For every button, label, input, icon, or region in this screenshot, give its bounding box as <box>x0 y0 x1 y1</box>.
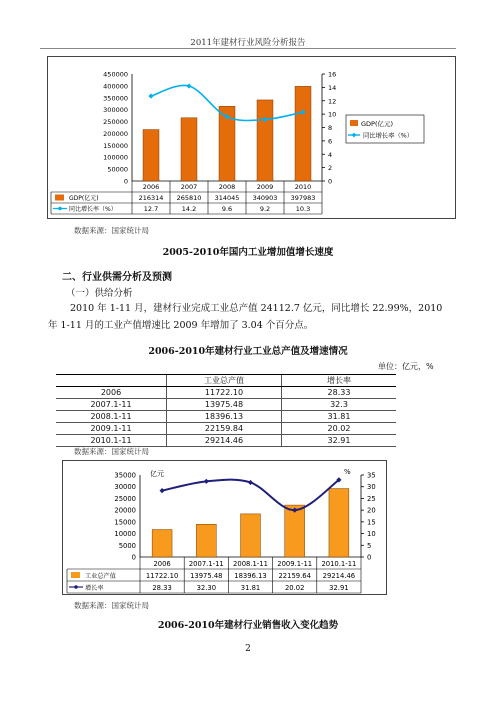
table-header-row <box>56 375 396 387</box>
table-row-label: GDP(亿元) <box>69 195 99 202</box>
chart1-caption: 2005-2010年国内工业增加值增长速度 <box>162 247 334 258</box>
chart2-source: 数据来源：国家统计局 <box>74 601 149 610</box>
sales-chart <box>63 461 386 594</box>
left-axis-unit: 亿元 <box>150 470 164 478</box>
left-tick-label: 25000 <box>114 494 136 503</box>
output-table <box>56 374 396 447</box>
right-tick-label: 0 <box>328 177 333 186</box>
left-tick-label: 0 <box>123 177 128 186</box>
left-tick-label: 300000 <box>103 106 128 115</box>
legend-key-marker <box>74 585 78 589</box>
legend-label: 同比增长率（%） <box>363 132 414 140</box>
table-value: 29214.46 <box>322 572 356 580</box>
left-tick-label: 100000 <box>103 153 128 162</box>
table-row <box>56 399 396 411</box>
table-cell: 20.02 <box>282 423 397 435</box>
left-tick-label: 400000 <box>103 82 128 91</box>
page-number: 2 <box>245 644 251 654</box>
bar-0 <box>143 130 159 181</box>
point-0 <box>160 488 165 493</box>
table-value: 10.3 <box>295 205 311 213</box>
gdp-chart-frame <box>47 56 456 219</box>
table-row <box>56 387 396 399</box>
left-tick-label: 0 <box>131 553 136 562</box>
point-1 <box>186 83 191 88</box>
right-tick-label: 0 <box>367 553 372 562</box>
table-value: 265810 <box>176 194 202 202</box>
para-line-1: 2010 年 1-11 月，建材行业完成工业总产值 24112.7 亿元，同比增长 22.99%，2010 <box>70 303 443 314</box>
right-tick-label: 10 <box>367 530 376 539</box>
point-0 <box>148 93 153 98</box>
bar-1 <box>181 118 197 181</box>
table1-caption: 2006-2010年建材行业工业总产值及增速情况 <box>148 346 348 357</box>
table-value: 28.33 <box>152 584 172 592</box>
category-label: 2007.1-11 <box>188 560 224 568</box>
category-label: 2010.1-11 <box>321 560 357 568</box>
left-tick-label: 50000 <box>107 165 128 174</box>
table-row <box>56 411 396 423</box>
table1-source: 数据来源：国家统计局 <box>74 447 149 456</box>
chart2-caption: 2006-2010年建材行业销售收入变化趋势 <box>157 620 339 631</box>
sales-chart-frame <box>62 460 387 595</box>
bar-4 <box>329 489 349 557</box>
table-row-label: 同比增长率（%） <box>69 206 117 213</box>
right-tick-label: 30 <box>367 483 376 492</box>
table-value: 13975.48 <box>190 572 223 580</box>
left-tick-label: 5000 <box>118 541 136 550</box>
table-value: 32.30 <box>196 584 217 592</box>
table-header-cell: 工业总产值 <box>167 375 282 387</box>
bar-0 <box>152 530 172 557</box>
right-tick-label: 12 <box>328 97 337 106</box>
table-row-label: 工业总产值 <box>85 573 116 580</box>
left-tick-label: 15000 <box>114 518 136 527</box>
bar-3 <box>285 505 305 557</box>
right-tick-label: 4 <box>328 150 333 159</box>
right-tick-label: 6 <box>328 137 333 146</box>
table-header-cell: 增长率 <box>282 375 397 387</box>
table-header-cell <box>56 375 167 387</box>
section-heading: 二、行业供需分析及预测 <box>62 272 172 283</box>
category-label: 2009.1-11 <box>277 560 313 568</box>
chart1-source: 数据来源：国家统计局 <box>74 226 149 235</box>
left-tick-label: 350000 <box>103 94 128 103</box>
bar-2 <box>241 514 261 557</box>
table-cell: 13975.48 <box>167 399 282 411</box>
table-row <box>56 435 396 447</box>
category-label: 2008 <box>218 183 236 191</box>
section-subheading: （一）供给分析 <box>66 288 133 299</box>
table-value: 314045 <box>214 194 240 202</box>
legend-label: GDP(亿元) <box>361 120 394 128</box>
table-value: 14.2 <box>181 205 197 213</box>
category-label: 2006 <box>142 183 160 191</box>
table-value: 9.6 <box>221 205 233 213</box>
right-tick-label: 2 <box>328 164 333 173</box>
bar-1 <box>196 524 216 557</box>
table-value: 397983 <box>290 194 316 202</box>
para-line-2: 年 1-11 月的工业产值增速比 2009 年增加了 3.04 个百分点。 <box>48 320 314 331</box>
category-label: 2006 <box>153 560 171 568</box>
table-row <box>56 423 396 435</box>
category-label: 2010 <box>294 183 312 191</box>
left-tick-label: 35000 <box>114 471 136 480</box>
table-row-label: 增长率 <box>85 585 104 592</box>
table-value: 12.7 <box>143 205 159 213</box>
table-value: 18396.13 <box>234 572 267 580</box>
table-cell: 29214.46 <box>167 435 282 447</box>
table-value: 20.02 <box>284 584 305 592</box>
point-2 <box>248 480 253 485</box>
table-value: 9.2 <box>259 205 271 213</box>
table-cell: 11722.10 <box>167 387 282 399</box>
left-tick-label: 450000 <box>103 70 128 79</box>
right-tick-label: 35 <box>367 471 376 480</box>
left-tick-label: 30000 <box>114 483 136 492</box>
right-tick-label: 20 <box>367 506 376 515</box>
header-rule <box>40 48 456 49</box>
table-cell: 2006 <box>56 387 167 399</box>
bar-3 <box>257 100 273 181</box>
legend-key-bar <box>55 195 64 201</box>
page-header: 2011年建材行业风险分析报告 <box>190 38 306 48</box>
table-value: 22159.64 <box>278 572 311 580</box>
table-value: 11722.10 <box>145 572 179 580</box>
right-tick-label: 10 <box>328 110 337 119</box>
table-value: 216314 <box>138 194 164 202</box>
table-cell: 2009.1-11 <box>56 423 167 435</box>
table1-unit: 单位：亿元，% <box>378 362 434 371</box>
table-cell: 32.91 <box>282 435 397 447</box>
legend-key-bar <box>71 572 80 578</box>
left-tick-label: 20000 <box>114 506 136 515</box>
left-tick-label: 10000 <box>114 530 136 539</box>
right-tick-label: 25 <box>367 494 376 503</box>
legend-key-bar <box>350 120 358 126</box>
left-tick-label: 150000 <box>103 141 128 150</box>
bar-4 <box>295 86 311 181</box>
table-value: 340903 <box>252 194 278 202</box>
right-axis-unit: % <box>344 468 351 476</box>
right-tick-label: 14 <box>328 83 337 92</box>
table-cell: 2010.1-11 <box>56 435 167 447</box>
table-value: 32.91 <box>329 584 349 592</box>
category-label: 2009 <box>256 183 274 191</box>
right-tick-label: 8 <box>328 124 333 132</box>
gdp-chart <box>48 57 455 218</box>
table-cell: 22159.84 <box>167 423 282 435</box>
table-cell: 28.33 <box>282 387 397 399</box>
legend-key-marker <box>58 207 62 211</box>
right-tick-label: 5 <box>367 541 372 550</box>
left-tick-label: 200000 <box>103 129 128 138</box>
table-cell: 2007.1-11 <box>56 399 167 411</box>
table-cell: 2008.1-11 <box>56 411 167 423</box>
category-label: 2008.1-11 <box>233 560 268 568</box>
table-value: 31.81 <box>240 584 261 592</box>
table-cell: 18396.13 <box>167 411 282 423</box>
left-tick-label: 250000 <box>103 118 128 127</box>
category-label: 2007 <box>180 183 198 191</box>
table-cell: 31.81 <box>282 411 397 423</box>
right-tick-label: 15 <box>367 518 376 527</box>
table-cell: 32.3 <box>282 399 397 411</box>
point-1 <box>204 479 209 484</box>
right-tick-label: 16 <box>328 70 337 79</box>
